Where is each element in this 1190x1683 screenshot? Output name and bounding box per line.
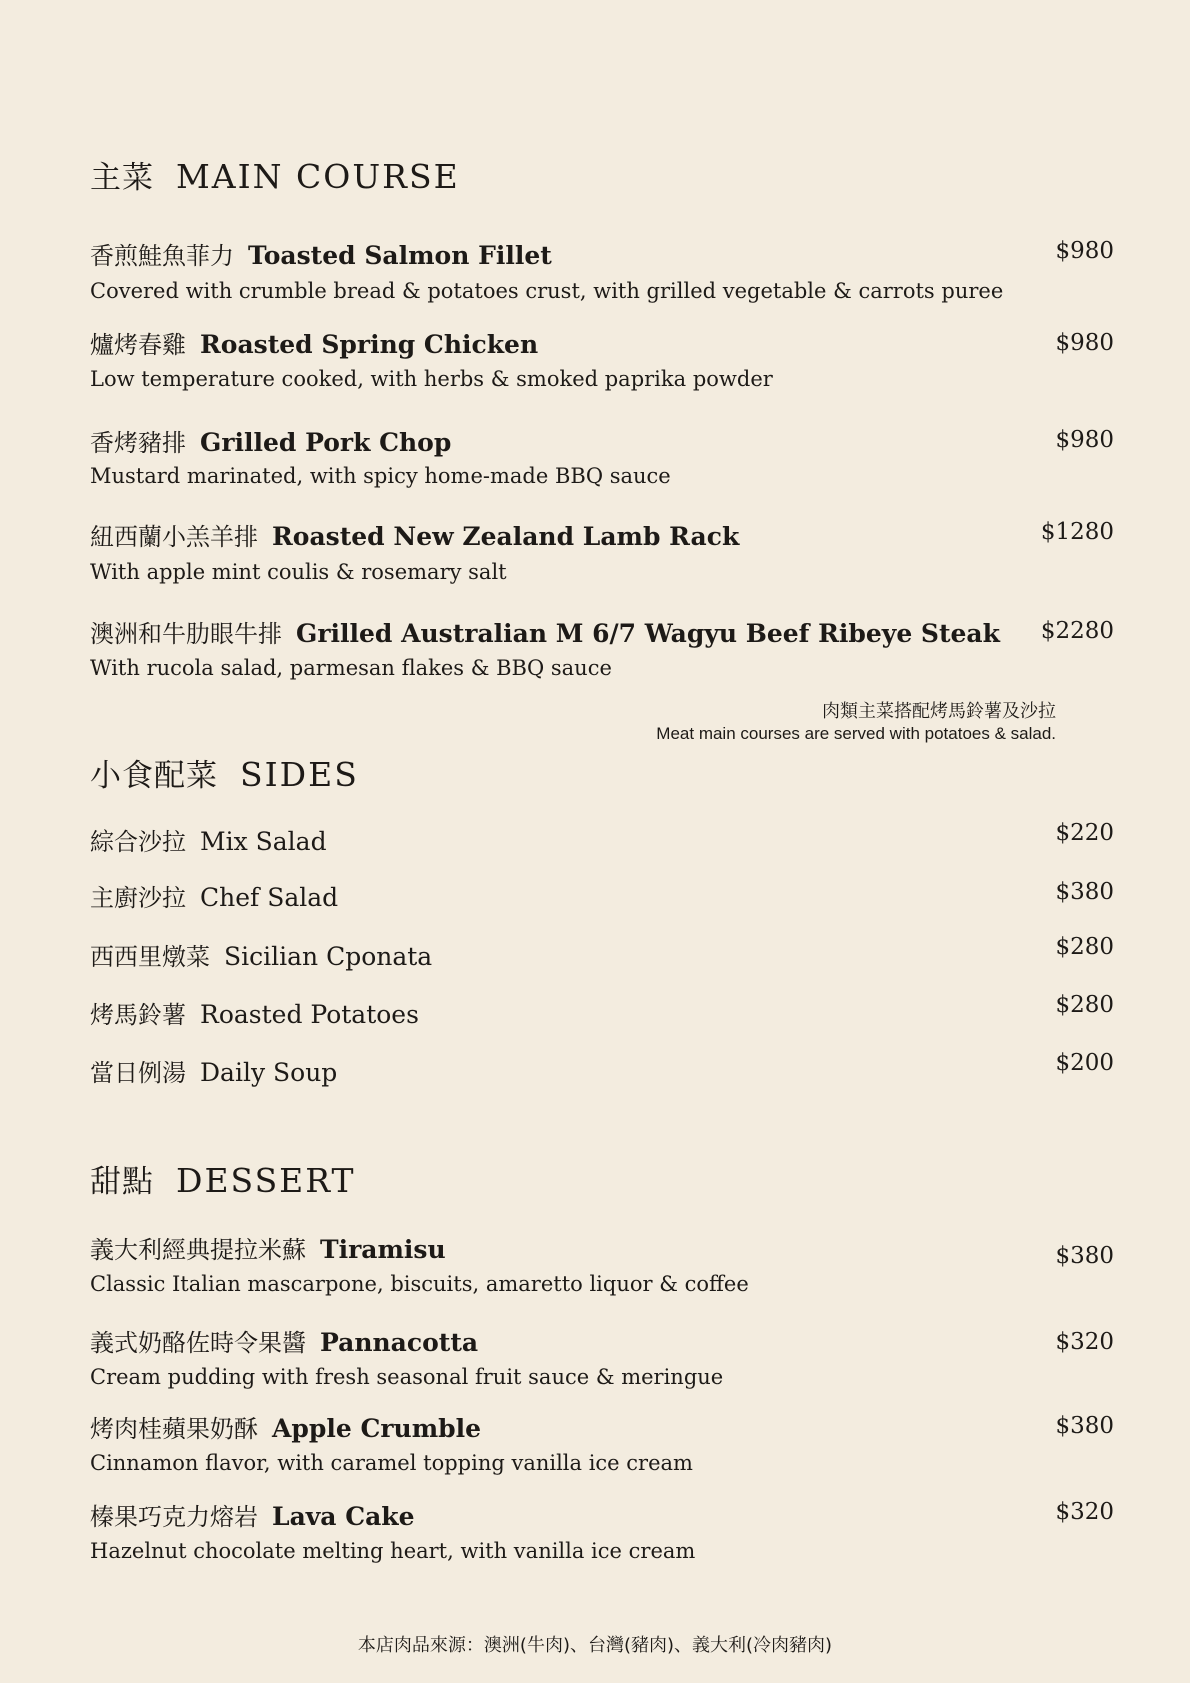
item-name-en: Sicilian Cponata [224,942,433,971]
item-name [90,1323,478,1358]
item-name [90,423,451,458]
note-en: Meat main courses are served with potatoes & salad. [656,724,1056,743]
item-name-en: Lava Cake [272,1502,415,1531]
sides-title [90,750,359,795]
item-price: $380 [1055,879,1114,905]
item-name-zh: 澳洲和牛肋眼牛排 [90,620,282,648]
item-name-zh: 爐烤春雞 [90,331,186,359]
item-name [90,236,552,271]
item-name [90,517,739,552]
item-name [90,1409,481,1444]
item-name-zh: 義式奶酪佐時令果醬 [90,1329,306,1357]
item-description: Classic Italian mascarpone, biscuits, amaretto liquor & coffee [90,1272,749,1296]
item-name [90,822,327,857]
item-price: $280 [1055,934,1114,960]
item-name [90,878,338,913]
item-price: $1280 [1040,519,1114,545]
item-description: Hazelnut chocolate melting heart, with vanilla ice cream [90,1539,696,1563]
main-course-title-en: MAIN COURSE [176,157,460,196]
item-name [90,995,419,1030]
dessert-title-zh: 甜點 [90,1164,154,1200]
item-name-zh: 義大利經典提拉米蘇 [90,1236,306,1264]
item-description: Mustard marinated, with spicy home-made BBQ sauce [90,464,671,488]
main-course-note [656,697,1056,744]
main-course-title [90,152,460,197]
item-name [90,1053,337,1088]
sides-title-zh: 小食配菜 [90,758,218,794]
item-name-zh: 烤肉桂蘋果奶酥 [90,1415,258,1443]
item-name-en: Chef Salad [200,883,339,912]
item-name-en: Grilled Pork Chop [200,428,452,457]
item-name-en: Toasted Salmon Fillet [248,241,552,270]
item-description: Low temperature cooked, with herbs & smoked paprika powder [90,367,773,391]
item-name-zh: 香烤豬排 [90,429,186,457]
item-name-zh: 榛果巧克力熔岩 [90,1503,258,1531]
item-name-zh: 西西里燉菜 [90,943,210,971]
item-name-zh: 當日例湯 [90,1059,186,1087]
item-name-zh: 香煎鮭魚菲力 [90,242,234,270]
item-description: Cinnamon flavor, with caramel topping vanilla ice cream [90,1451,693,1475]
item-name-zh: 主廚沙拉 [90,884,186,912]
item-name-en: Tiramisu [320,1235,446,1264]
item-name-en: Roasted Spring Chicken [200,330,539,359]
item-name [90,325,538,360]
dessert-title [90,1156,356,1201]
item-name [90,614,1000,649]
item-name-zh: 紐西蘭小羔羊排 [90,523,258,551]
item-description: Cream pudding with fresh seasonal fruit sauce & meringue [90,1365,724,1389]
item-description: With rucola salad, parmesan flakes & BBQ sauce [90,656,612,680]
sides-title-en: SIDES [240,755,359,794]
item-name-en: Grilled Australian M 6/7 Wagyu Beef Ribeye Steak [296,619,1000,648]
item-price: $280 [1055,992,1114,1018]
item-name-en: Pannacotta [320,1328,479,1357]
item-description: With apple mint coulis & rosemary salt [90,560,507,584]
item-price: $380 [1055,1413,1114,1439]
item-price: $380 [1055,1243,1114,1269]
meat-source-footer: 本店肉品來源：澳洲(牛肉)、台灣(豬肉)、義大利(冷肉豬肉) [357,1635,833,1656]
item-name-zh: 綜合沙拉 [90,828,186,856]
dessert-title-en: DESSERT [176,1161,356,1200]
item-name-zh: 烤馬鈴薯 [90,1001,186,1029]
item-name [90,1230,446,1265]
item-price: $2280 [1040,618,1114,644]
item-price: $980 [1055,330,1114,356]
item-name-en: Daily Soup [200,1058,338,1087]
item-price: $320 [1055,1499,1114,1525]
item-name-en: Mix Salad [200,827,327,856]
item-name [90,937,432,972]
item-name-en: Roasted New Zealand Lamb Rack [272,522,740,551]
item-name-en: Apple Crumble [272,1414,482,1443]
item-name [90,1497,415,1532]
item-price: $980 [1055,427,1114,453]
item-name-en: Roasted Potatoes [200,1000,419,1029]
item-price: $320 [1055,1329,1114,1355]
item-price: $980 [1055,238,1114,264]
note-zh: 肉類主菜搭配烤馬鈴薯及沙拉 [822,701,1056,721]
item-price: $200 [1055,1050,1114,1076]
item-price: $220 [1055,820,1114,846]
item-description: Covered with crumble bread & potatoes crust, with grilled vegetable & carrots puree [90,279,1004,303]
main-course-title-zh: 主菜 [90,160,154,196]
